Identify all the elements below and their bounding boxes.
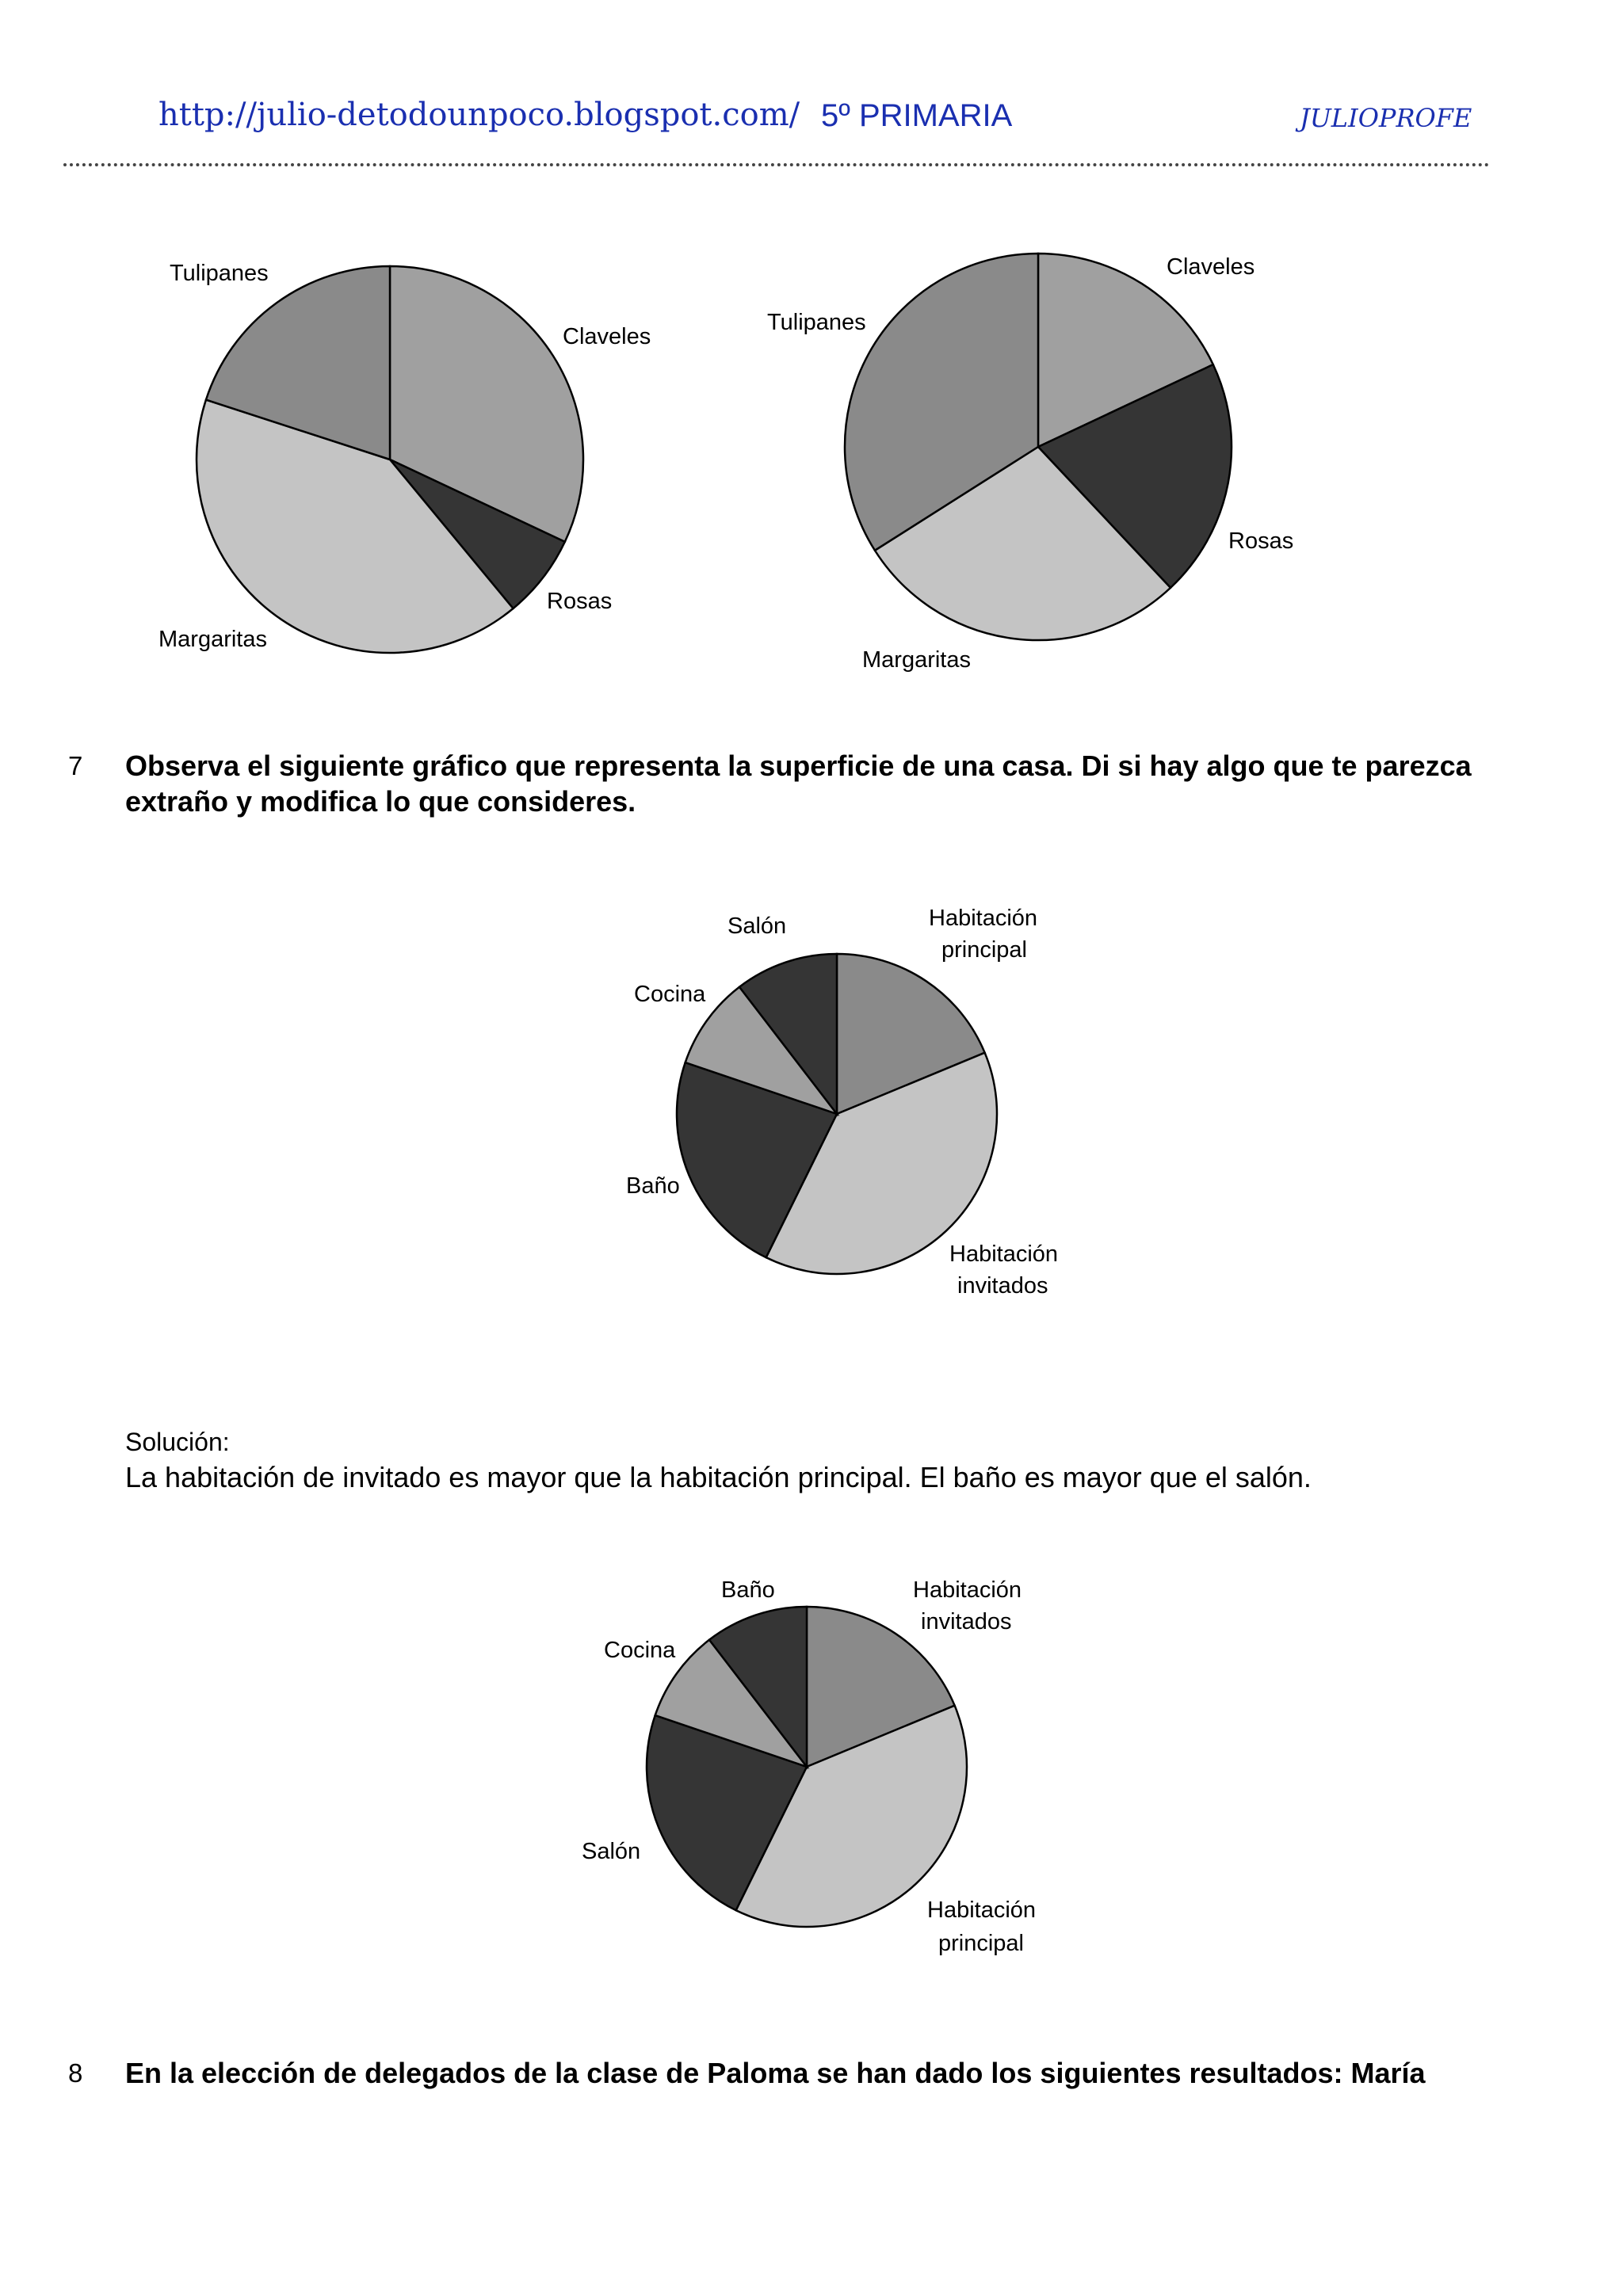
pie-label-rosas: Rosas (1228, 528, 1294, 554)
pie-chart-house-corrected (571, 1553, 1062, 1965)
author-name: JULIOPROFE (1300, 103, 1472, 133)
pie-chart-flowers-2 (753, 238, 1323, 681)
solution-text: La habitación de invitado es mayor que la habitación principal. El baño es mayor que el salón. (125, 1461, 1312, 1493)
svg-text:invitados: invitados (921, 1609, 1012, 1634)
pie-label-tulipanes: Tulipanes (170, 261, 269, 286)
pie-label-habitacion-principal: Habitación (927, 1897, 1037, 1923)
pie-label-margaritas: Margaritas (158, 627, 267, 652)
pie-label-margaritas: Margaritas (862, 647, 971, 673)
pie-label-rosas: Rosas (547, 589, 613, 614)
pie-label-habitacion-invitados: Habitación (949, 1241, 1059, 1267)
pie-label-bano: Baño (626, 1173, 680, 1199)
pie-label-habitacion-invitados: Habitación (913, 1577, 1022, 1603)
solution-label: Solución: (125, 1428, 230, 1456)
question-number: 7 (68, 751, 83, 780)
svg-text:invitados: invitados (957, 1273, 1048, 1299)
pie-label-bano: Baño (721, 1577, 775, 1603)
blog-url-link[interactable]: http://julio-detodounpoco.blogspot.com/ (158, 97, 800, 133)
pie-label-claveles: Claveles (1167, 254, 1255, 280)
svg-text:principal: principal (938, 1931, 1024, 1956)
pie-label-cocina: Cocina (634, 982, 706, 1007)
pie-label-salon: Salón (727, 913, 787, 939)
pie-label-habitacion-principal: Habitación (929, 906, 1038, 931)
pie-chart-flowers-1 (143, 238, 682, 681)
pie-chart-house-original (602, 895, 1094, 1307)
pie-label-salon: Salón (582, 1839, 641, 1864)
grade-level: 5º PRIMARIA (821, 98, 1013, 133)
pie-label-tulipanes: Tulipanes (767, 310, 866, 335)
header-divider (63, 155, 1490, 166)
svg-text:principal: principal (941, 937, 1027, 963)
pie-label-cocina: Cocina (604, 1638, 676, 1663)
question-text: Observa el siguiente gráfico que representa la superficie de una casa. Di si hay algo que te parezca extraño y modifica lo que consideres. (125, 749, 1472, 818)
pie-label-claveles: Claveles (563, 324, 651, 349)
question-number: 8 (68, 2058, 83, 2088)
question-text: En la elección de delegados de la clase de Paloma se han dado los siguientes resultados: María (125, 2057, 1426, 2089)
